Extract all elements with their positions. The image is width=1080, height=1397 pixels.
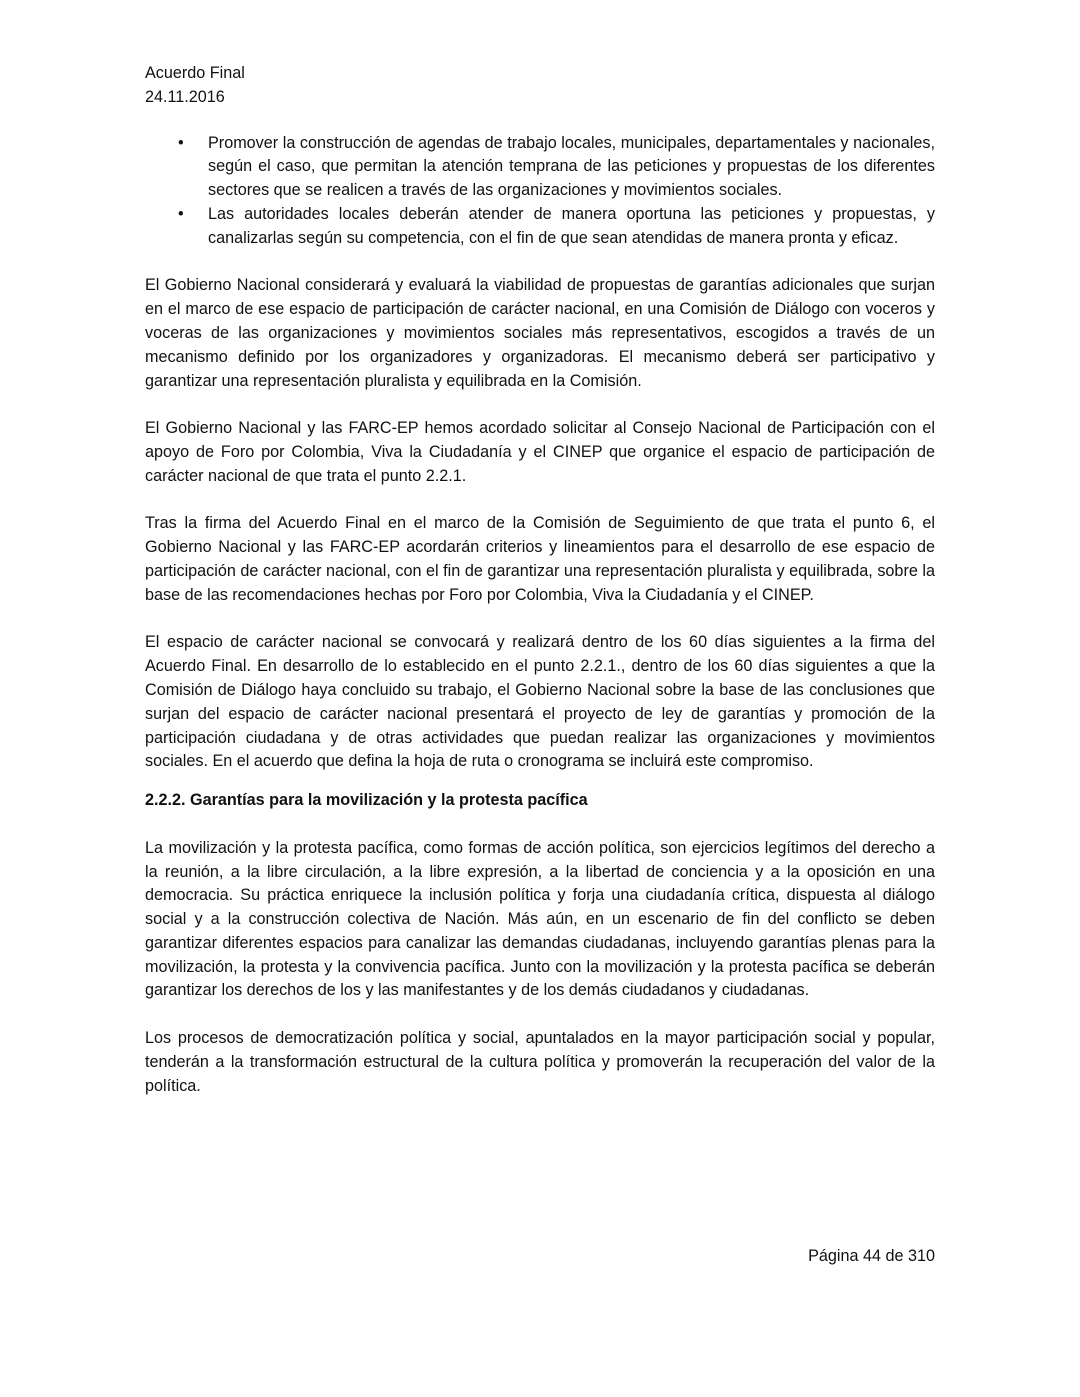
list-item — [145, 203, 935, 251]
bullet-list — [145, 132, 935, 251]
document-date: 24.11.2016 — [145, 87, 225, 106]
list-item-text: Las autoridades locales deberán atender de manera oportuna las peticiones y propuestas, y canalizarlas según su competencia, con el fin de que sean atendidas de manera pronta y eficaz. — [208, 204, 935, 247]
section-heading: 2.2.2. Garantías para la movilización y la protesta pacífica — [145, 791, 588, 810]
list-item — [145, 132, 935, 203]
bullet-icon: • — [178, 133, 184, 152]
page-number: Página 44 de 310 — [808, 1247, 935, 1265]
list-item-text: Promover la construcción de agendas de trabajo locales, municipales, departamentales y nacionales, según el caso, que permitan la atención temprana de las peticiones y propuestas de los diferentes sectores que se realicen a través de las organizaciones y movimientos sociales. — [208, 133, 935, 200]
paragraph: Los procesos de democratización política y social, apuntalados en la mayor participación social y popular, tenderán a la transformación estructural de la cultura política y promoverán la recuperación del valor de la política. — [145, 1029, 935, 1095]
paragraph: El Gobierno Nacional y las FARC-EP hemos acordado solicitar al Consejo Nacional de Participación con el apoyo de Foro por Colombia, Viva la Ciudadanía y el CINEP que organice el espacio de participación de carácter nacional de que trata el punto 2.2.1. — [145, 419, 935, 485]
bullet-icon: • — [178, 204, 184, 223]
paragraph: La movilización y la protesta pacífica, como formas de acción política, son ejercicios legítimos del derecho a la reunión, a la libre circulación, a la libre expresión, a la libertad de conciencia y a la oposición en una democracia. Su práctica enriquece la inclusión política y forja una ciudadanía crítica, dispuesta al diálogo social y a la construcción colectiva de Nación. Más aún, en un escenario de fin del conflicto se deben garantizar diferentes espacios para canalizar las demandas ciudadanas, incluyendo garantías plenas para la movilización, la protesta y la convivencia pacífica. Junto con la movilización y la protesta pacífica se deberán garantizar los derechos de los y las manifestantes y de los demás ciudadanos y ciudadanas. — [145, 838, 935, 1000]
paragraph: El espacio de carácter nacional se convocará y realizará dentro de los 60 días siguientes a la firma del Acuerdo Final. En desarrollo de lo establecido en el punto 2.2.1., dentro de los 60 días siguientes a que la Comisión de Diálogo haya concluido su trabajo, el Gobierno Nacional sobre la base de las conclusiones que surjan del espacio de carácter nacional presentará el proyecto de ley de garantías y promoción de la participación ciudadana y de otras actividades que puedan realizar las organizaciones y movimientos sociales. En el acuerdo que defina la hoja de ruta o cronograma se incluirá este compromiso. — [145, 633, 935, 771]
paragraph: El Gobierno Nacional considerará y evaluará la viabilidad de propuestas de garantías adicionales que surjan en el marco de ese espacio de participación de carácter nacional, en una Comisión de Diálogo con voceros y voceras de las organizaciones y movimientos sociales más representativos, escogidos a través de un mecanismo definido por los organizadores y organizadoras. El mecanismo deberá ser participativo y garantizar una representación pluralista y equilibrada en la Comisión. — [145, 276, 935, 390]
document-title: Acuerdo Final — [145, 64, 245, 82]
paragraph: Tras la firma del Acuerdo Final en el marco de la Comisión de Seguimiento de que trata el punto 6, el Gobierno Nacional y las FARC-EP acordarán criterios y lineamientos para el desarrollo de ese espacio de participación de carácter nacional, con el fin de garantizar una representación pluralista y equilibrada, sobre la base de las recomendaciones hechas por Foro por Colombia, Viva la Ciudadanía y el CINEP. — [145, 514, 935, 604]
document-page — [145, 62, 935, 1098]
